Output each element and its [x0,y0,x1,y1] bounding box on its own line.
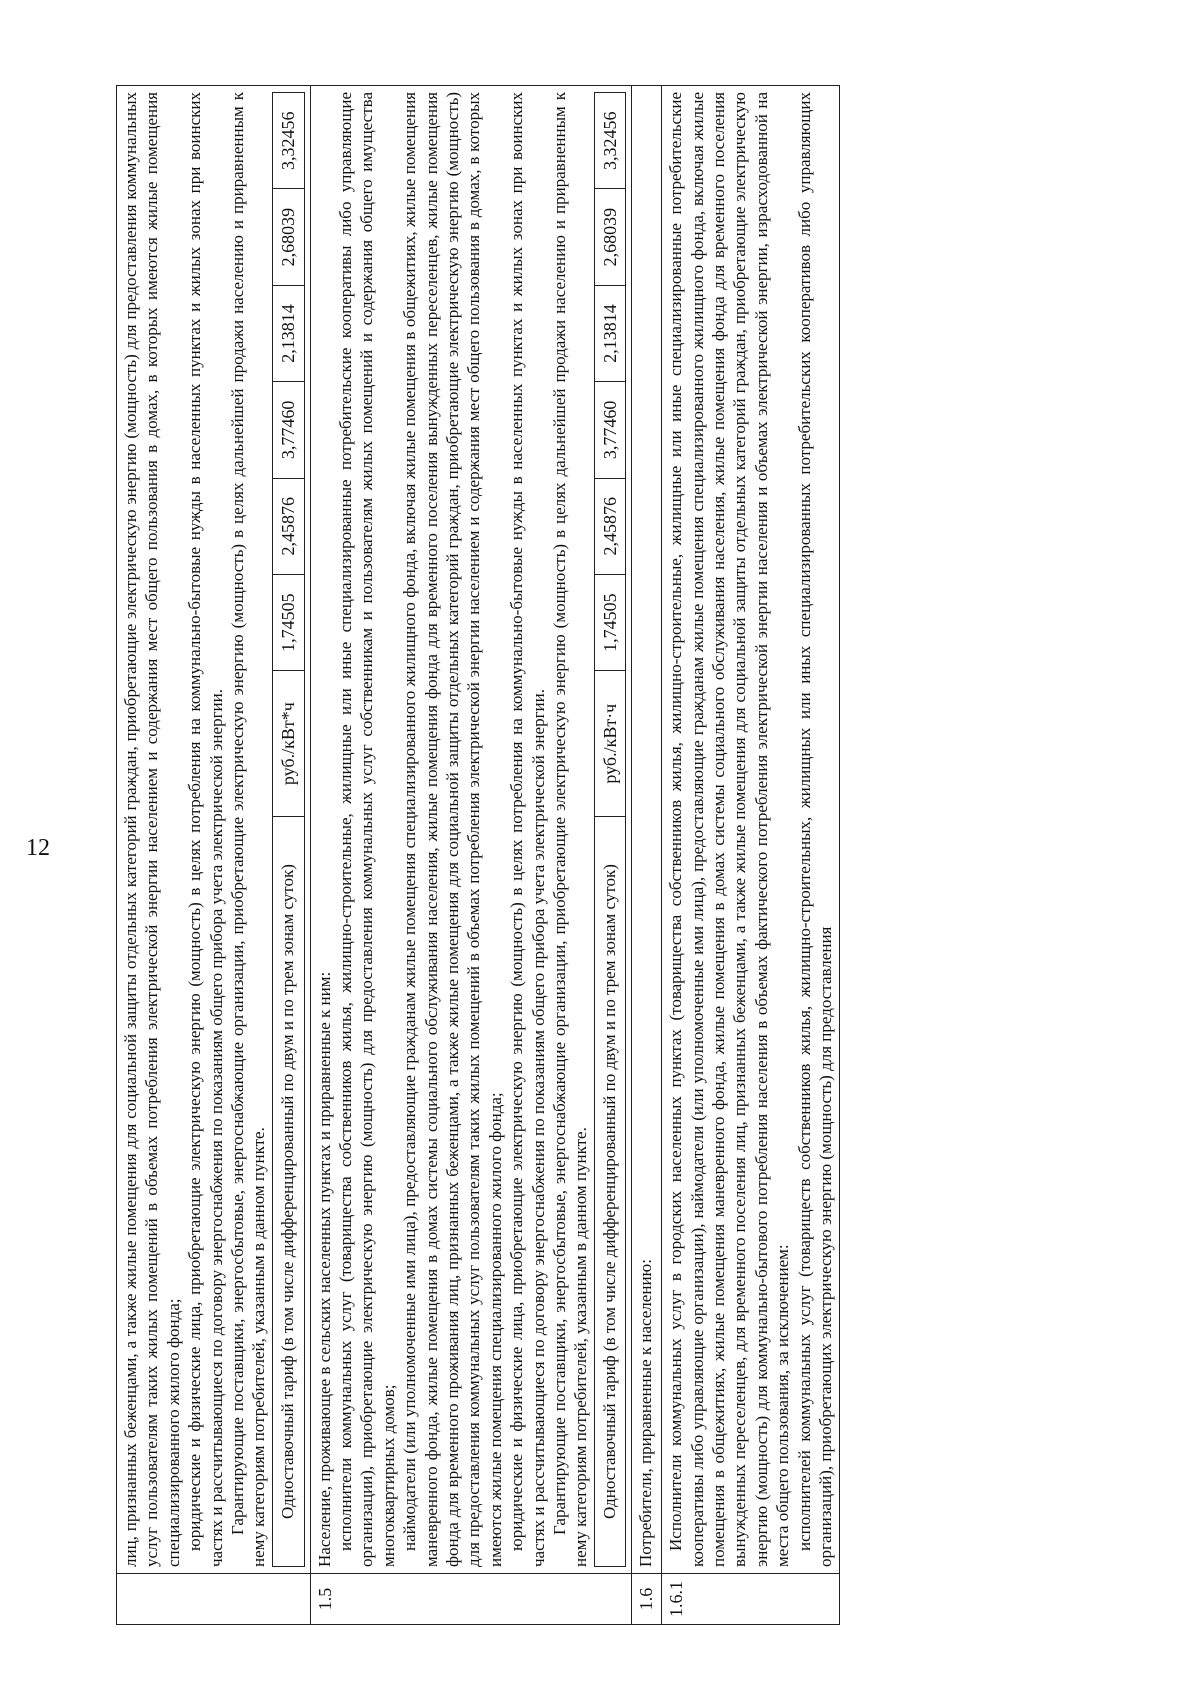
text-line: юридические и физические лица, приобретающие электрическую энергию (мощность) в целях потребления на коммунально-бытовые нужды в населенных пунктах и жилых зонах при воинских частях и рассчитывающиеся по договору энергоснабжения по показаниям общего прибора учета электрической энергии. [507,92,548,1567]
text-line: лиц, признанных беженцами, а также жилые помещения для социальной защиты отдельных категорий граждан, приобретающие электрическую энергию (мощность) для предоставления коммунальных услуг пользователям таких жилых помещений в объемах потребления электрической энергии населением и содержания мест общего пользования в домах, в которых имеются жилые помещения специализированного жилого фонда; [121,92,183,1567]
tariff-value: 2,45876 [272,478,304,574]
row-1-5 [310,86,632,1625]
tariff-label: Одноставочный тариф (в том числе дифференцированный по двум и по трем зонам суток) [594,817,626,1567]
text-line: Гарантирующие поставщики, энергосбытовые, энергоснабжающие организации, приобретающие электрическую энергию (мощность) в целях дальнейшей продажи населению и приравненным к нему категориям потребителей, указанным в данном пункте. [228,92,269,1567]
tariff-unit: руб./кВт·ч [594,671,626,817]
tariff-value: 3,77460 [272,382,304,478]
tariff-value: 2,45876 [594,478,626,574]
tariff-value: 1,74505 [594,574,626,670]
row-number-cell: 1.6 [632,1574,662,1625]
row-number-cell [117,1574,311,1625]
tariff-value: 3,77460 [594,382,626,478]
tariff-table [272,92,305,1567]
row-content [632,86,662,1574]
tariff-value: 3,32456 [594,93,626,189]
row-1-6-1 [662,86,840,1625]
tariff-value: 2,13814 [272,285,304,381]
row-number-cell: 1.6.1 [662,1574,840,1625]
row-1-6 [632,86,662,1625]
text-line: наймодатели (или уполномоченные ими лица), предоставляющие гражданам жилые помещения специализированного жилищного фонда, включая жилые помещения в общежитиях, жилые помещения маневренного фонда, жилые помещения в домах системы социального обслуживания населения, жилые помещения фонда для временного поселения вынужденных переселенцев, жилые помещения фонда для временного проживания лиц, признанных беженцами, а также жилые помещения для социальной защиты отдельных категорий граждан, приобретающие электрическую энергию (мощность) для предоставления коммунальных услуг пользователям таких жилых помещений в объемах потребления электрической энергии населением и содержания мест общего пользования в домах, в которых имеются жилые помещения специализированного жилого фонда; [400,92,505,1567]
tariff-value: 1,74505 [272,574,304,670]
tariff-document-table [116,85,840,1625]
tariff-row [272,93,304,1567]
text-line: Исполнители коммунальных услуг в городских населенных пунктах (товарищества собственников жилья, жилищно-строительные, жилищные или иные специализированные потребительские кооперативы либо управляющие организации), наймодатели (или уполномоченные ими лица), предоставляющие гражданам жилые помещения специализированного жилищного фонда, включая жилые помещения в общежитиях, жилые помещения маневренного фонда, жилые помещения в домах системы социального обслуживания населения, жилые помещения фонда для временного поселения вынужденных переселенцев, для временного поселения лиц, признанных беженцами, а также жилые помещения для социальной защиты отдельных категорий граждан, приобретающие электрическую энергию (мощность) для коммунально-бытового потребления населения в объемах фактического потребления электрической энергии населения и объемах электрической энергии, израсходованной на места общего пользования, за исключением: [666,92,793,1567]
row-continuation [117,86,311,1625]
row-number-cell: 1.5 [310,1574,632,1625]
page-number: 12 [26,835,50,861]
row-content [310,86,632,1574]
tariff-value: 2,68039 [272,189,304,285]
tariff-table [594,92,627,1567]
text-line: исполнители коммунальных услуг (товарищества собственников жилья, жилищно-строительные, жилищные или иные специализированные потребительские кооперативы либо управляющие организации), приобретающие электрическую энергию (мощность) для предоставления коммунальных услуг собственникам и пользователям жилых помещений и содержания общего имущества многоквартирных домов; [335,92,398,1567]
tariff-value: 2,68039 [594,189,626,285]
tariff-value: 3,32456 [272,93,304,189]
tariff-unit: руб./кВт*ч [272,671,304,817]
tariff-row [594,93,626,1567]
tariff-label: Одноставочный тариф (в том числе дифференцированный по двум и по трем зонам суток) [272,817,304,1567]
section-heading: Потребители, приравненные к населению: [636,1259,656,1567]
text-line: Гарантирующие поставщики, энергосбытовые, энергоснабжающие организации, приобретающие электрическую энергию (мощность) в целях дальнейшей продажи населению и приравненным к нему категориям потребителей, указанным в данном пункте. [549,92,591,1567]
row-content [662,86,840,1574]
row-content [117,86,311,1574]
text-line: юридические и физические лица, приобретающие электрическую энергию (мощность) в целях потребления на коммунально-бытовые нужды в населенных пунктах и жилых зонах при воинских частях и рассчитывающиеся по договору энергоснабжения по показаниям общего прибора учета электрической энергии. [185,92,226,1567]
text-line: исполнителей коммунальных услуг (товариществ собственников жилья, жилищно-строительных, жилищных или иных специализированных потребительских кооперативов либо управляющих организаций), приобретающих электрическую энергию (мощность) для предоставления [794,92,835,1567]
text-line: Население, проживающее в сельских населенных пунктах и приравненные к ним: [314,971,334,1567]
rotated-page [116,85,1096,1625]
tariff-value: 2,13814 [594,285,626,381]
